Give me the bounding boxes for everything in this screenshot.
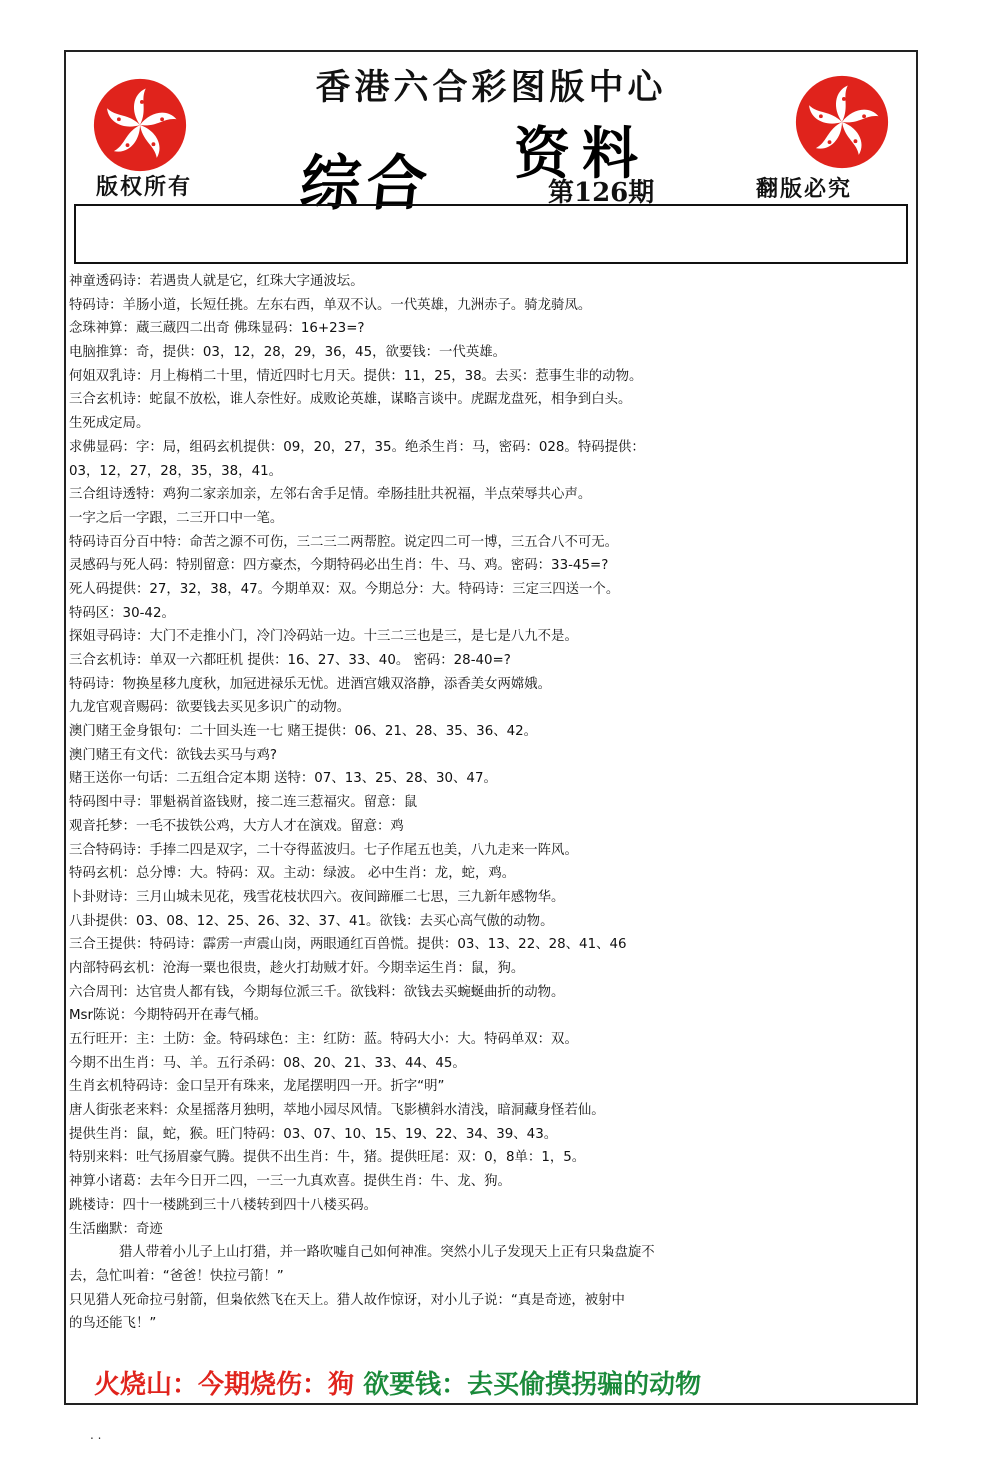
content-line: 澳门赌王金身银句：二十回头连一七 赌王提供：06、21、28、35、36、42。 [69, 724, 538, 740]
story-line: 只见猎人死命拉弓射箭，但枭依然飞在天上。猎人故作惊讶，对小儿子说：“真是奇迹，被射中 [69, 1292, 625, 1308]
issue-number: 第126期 [548, 178, 655, 208]
content-line: 特码玄机：总分博：大。特码：双。主动：绿波。 必中生肖：龙，蛇，鸡。 [69, 866, 516, 882]
main-title-part1: 综合 [296, 149, 437, 219]
content-line: 灵感码与死人码：特别留意：四方豪杰，今期特码必出生肖：牛、马、鸡。密码：33-45=? [69, 558, 609, 574]
content-line: 何姐双乳诗：月上梅梢二十里，情近四时七月天。提供：11，25，38。去买：惹事生非的动物。 [69, 368, 643, 384]
content-line: Msr陈说：今期特码开在毒气桶。 [69, 1008, 268, 1024]
content-line: 生死成定局。 [69, 416, 150, 432]
content-line: 特别来料：吐气扬眉豪气腾。提供不出生肖：牛，猪。提供旺尾：双：0，8单：1，5。 [69, 1150, 586, 1166]
content-line: 澳门赌王有文代：欲钱去买马与鸡? [69, 747, 277, 763]
content-line: 提供生肖：鼠，蛇，猴。旺门特码：03、07、10、15、19、22、34、39、43。 [69, 1126, 558, 1142]
content-line: 唐人街张老来料：众星摇落月独明，萃地小园尽风情。飞影横斜水清浅，暗洞藏身怪若仙。 [69, 1103, 605, 1119]
content-line: 三合组诗透特：鸡狗二家亲加亲，左邻右舍手足情。牵肠挂肚共祝福，半点荣辱共心声。 [69, 487, 592, 503]
content-lines [69, 270, 905, 1336]
content-line: 特码图中寻：罪魁祸首盗钱财，接二连三惹福灾。留意：鼠 [69, 795, 418, 811]
content-line: 三合王提供：特码诗：霹雳一声震山岗，两眼通红百兽慌。提供：03、13、22、28、41、46 [69, 937, 627, 953]
content-line: 求佛显码：字：局，组码玄机提供：09，20，27，35。绝杀生肖：马，密码：028。特码提供： [69, 439, 645, 455]
content-line: 八卦提供：03、08、12、25、26、32、37、41。欲钱：去买心高气傲的动物。 [69, 913, 554, 929]
story-line: 猎人带着小儿子上山打猎，并一路吹嘘自己如何神准。突然小儿子发现天上正有只枭盘旋不 [119, 1245, 655, 1261]
footer-banner [94, 1364, 914, 1404]
empty-banner-box [74, 204, 908, 264]
content-line: 九龙官观音赐码：欲要钱去买见多识广的动物。 [69, 700, 351, 716]
story-line: 去，急忙叫着：“爸爸！快拉弓箭！” [69, 1268, 284, 1284]
newspaper-sheet [64, 50, 918, 1405]
content-line: 死人码提供：27，32，38，47。今期单双：双。今期总分：大。特码诗：三定三四送一个。 [69, 581, 620, 597]
story-line: 的鸟还能飞！” [69, 1316, 157, 1332]
content-line: 特码区：30-42。 [69, 605, 175, 621]
content-line: 一字之后一字跟，二三开口中一笔。 [69, 510, 284, 526]
copyright-tag: 版权所有 [96, 174, 193, 200]
footer-fire-mountain: 火烧山：今期烧伤：狗 [94, 1370, 355, 1400]
content-line: 赌王送你一句话：二五组合定本期 送特：07、13、25、28、30、47。 [69, 771, 497, 787]
content-line: 特码诗：物换星移九度秋，加冠进禄乐无忧。进酒宫娥双洛静，添香美女两嫦娥。 [69, 676, 552, 692]
content-line: 五行旺开：主：土防：金。特码球色：主：红防：蓝。特码大小：大。特码单双：双。 [69, 1032, 578, 1047]
masthead [66, 52, 916, 219]
content-line: 内部特码玄机：沧海一粟也很贵，趁火打劫贼才奸。今期幸运生肖：鼠，狗。 [69, 960, 525, 976]
footer-hint: 欲要钱：去买偷摸拐骗的动物 [363, 1370, 702, 1400]
content-line: 特码诗百分百中特：命苦之源不可伤，三二三二两帮腔。说定四二可一博，三五合八不可无。 [69, 534, 619, 550]
content-line: 卜卦财诗：三月山城未见花，残雪花枝状四六。夜间蹄雁二七思，三九新年感物华。 [69, 889, 565, 905]
content-line: 03，12，27，28，35，38，41。 [69, 463, 283, 479]
masthead-title: 香港六合彩图版中心 [315, 67, 667, 108]
content-line: 电脑推算：奇，提供：03，12，28，29，36，45，欲要钱：一代英雄。 [69, 345, 506, 361]
content-line: 特码诗：羊肠小道，长短任挑。左东右西，单双不认。一代英雄，九洲赤子。骑龙骑凤。 [69, 297, 592, 313]
content-line: 今期不出生肖：马、羊。五行杀码：08、20、21、33、44、45。 [69, 1055, 466, 1071]
bottom-dots: . . [90, 1428, 102, 1442]
content-line: 生肖玄机特码诗：金口呈开有珠来，龙尾摆明四一开。折字“明” [69, 1079, 445, 1095]
content-line: 念珠神算：蔵三蔵四二出奇 佛珠显码：16+23=? [69, 321, 365, 337]
content-line: 三合玄机诗：蛇鼠不放松，谁人奈性好。成败论英雄，谋略言谈中。虎踞龙盘死，相争到白头。 [69, 392, 632, 408]
content-line: 生活幽默：奇迹 [69, 1221, 163, 1237]
content-line: 观音托梦：一毛不拔铁公鸡，大方人才在演戏。留意：鸡 [69, 818, 404, 834]
content-line: 跳楼诗：四十一楼跳到三十八楼转到四十八楼买码。 [69, 1197, 377, 1213]
content-line: 六合周刊：达官贵人都有钱，今期每位派三千。欲钱料：欲钱去买蜿蜒曲折的动物。 [69, 984, 565, 1000]
content-line: 神童透码诗：若遇贵人就是它，红珠大字通波坛。 [69, 274, 364, 289]
main-title-part2: 资料 [514, 121, 650, 187]
bauhinia-emblem-icon [794, 74, 890, 170]
content-line: 神算小诸葛：去年今日开二四，一三一九真欢喜。提供生肖：牛、龙、狗。 [69, 1174, 511, 1190]
content-line: 探姐寻码诗：大门不走推小门，冷门冷码站一边。十三二三也是三，是七是八九不是。 [69, 629, 578, 645]
content-line: 三合玄机诗：单双一六都旺机 提供：16、27、33、40。 密码：28-40=? [69, 653, 511, 668]
no-reprint-tag: 翻版必究 [756, 176, 853, 202]
content-line: 三合特码诗：手捧二四是双字，二十夺得蓝波归。七子作尾五也美，八九走来一阵风。 [69, 842, 578, 858]
